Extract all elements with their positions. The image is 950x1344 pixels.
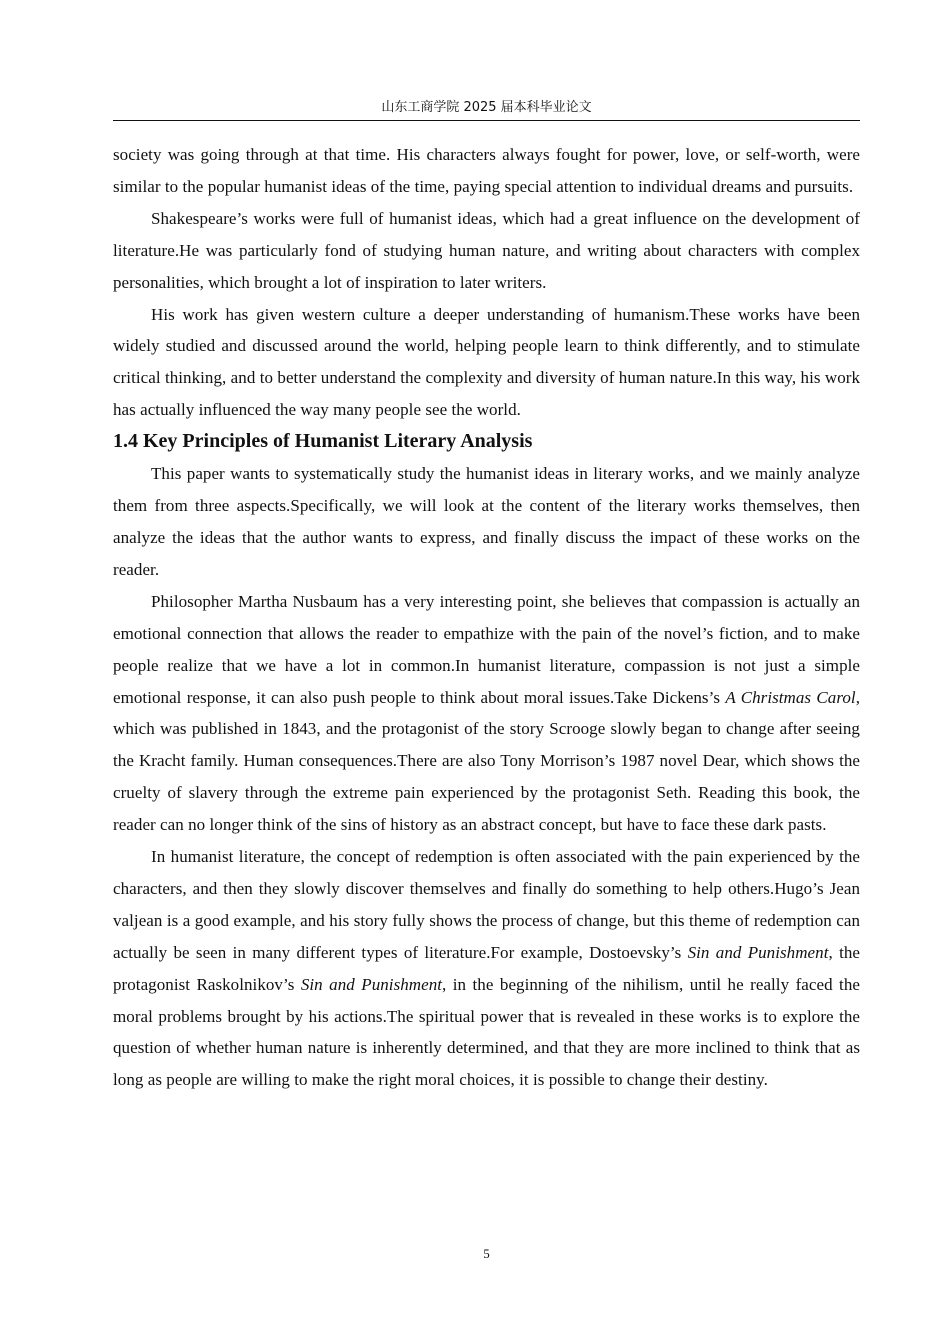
paragraph-2: Shakespeare’s works were full of humanist ideas, which had a great influence on the development of literature.He was particularly fond of studying human nature, and writing about characters with complex personalities, which brought a lot of inspiration to later writers.	[113, 208, 860, 292]
page-header: 山东工商学院 2025 届本科毕业论文	[381, 100, 592, 115]
paragraph-5-text-a: Philosopher Martha Nusbaum has a very interesting point, she believes that compassion is actually an emotional connection that allows the reader to empathize with the pain of the novel’s fiction, and to make people realize that we have a lot in common.In humanist literature, compassion is not just a simple emotional response, it can also push people to think about moral issues.Take Dickens’s	[113, 591, 860, 707]
paragraph-6-text-a: In humanist literature, the concept of redemption is often associated with the pain experienced by the characters, and then they slowly discover themselves and finally do something to help others.Hugo’s Jean valjean is a good example, and his story fully shows the process of change, but this theme of redemption can actually be seen in many different types of literature.For example, Dostoevsky’s	[113, 847, 860, 962]
page-number: 5	[483, 1246, 490, 1261]
book-title-sin-and-punishment: Sin and Punishment	[687, 942, 829, 962]
header-rule	[113, 120, 860, 121]
paragraph-3: His work has given western culture a deeper understanding of humanism.These works have been widely studied and discussed around the world, helping people learn to think differently, and to stimulate critical thinking, and to better understand the complexity and diversity of human nature.In this way, his work has actually influenced the way many people see the world.	[113, 304, 860, 420]
paragraph-6-text-c: , in the beginning of the nihilism, until he really faced the moral problems brought by his actions.The spiritual power that is revealed in these works is to explore the question of whether human nature is inherently determined, and that they are more inclined to think that as long as people are willing to make the right moral choices, it is possible to change their destiny.	[113, 974, 860, 1090]
paragraph-5-text-b: , which was published in 1843, and the protagonist of the story Scrooge slowly began to change after seeing the Kracht family. Human consequences.There are also Tony Morrison’s 1987 novel Dear, which shows the cruelty of slavery through the extreme pain experienced by the protagonist Seth. Reading this book, the reader can no longer think of the sins of history as an abstract concept, but have to face these dark pasts.	[113, 687, 860, 835]
book-title-christmas-carol: A Christmas Carol	[725, 687, 856, 707]
paragraph-4: This paper wants to systematically study the humanist ideas in literary works, and we mainly analyze them from three aspects.Specifically, we will look at the content of the literary works themselves, then analyze the ideas that the author wants to express, and finally discuss the impact of these works on the reader.	[113, 464, 860, 579]
section-heading: 1.4 Key Principles of Humanist Literary Analysis	[113, 430, 533, 453]
page-body	[113, 139, 860, 1096]
paragraph-6	[113, 841, 860, 1096]
paragraph-6-text-b: , the protagonist Raskolnikov’s	[113, 942, 860, 994]
paragraph-1: society was going through at that time. His characters always fought for power, love, or self-worth, were similar to the popular humanist ideas of the time, paying special attention to individual dreams and pursuits.	[113, 145, 860, 196]
paragraph-5	[113, 586, 860, 841]
book-title-sin-and-punishment-2: Sin and Punishment	[300, 974, 443, 994]
